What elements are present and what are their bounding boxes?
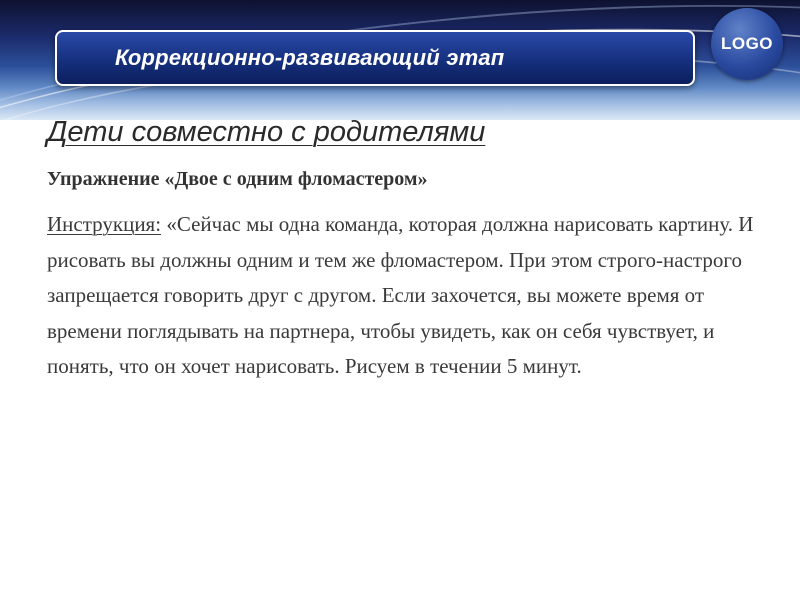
- instruction-label: Инструкция:: [47, 212, 162, 236]
- logo: [711, 8, 783, 80]
- exercise-title: Упражнение «Двое с одним фломастером»: [47, 168, 428, 190]
- logo-text: LOGO: [720, 34, 774, 53]
- instruction-text: «Сейчас мы одна команда, которая должна нарисовать картину. И рисовать вы должны одним и тем же фломастером. При этом строго-настрого запрещается говорить друг с другом. Если захочется, вы можете время от времени поглядывать на партнера, чтобы увидеть, как он себя чувствует, и понять, что он хочет нарисовать. Рисуем в течении 5 минут.: [47, 212, 754, 378]
- slide-title: Коррекционно-развивающий этап: [115, 45, 505, 70]
- title-banner: [55, 30, 695, 86]
- section-heading: Дети совместно с родителями: [47, 116, 486, 148]
- instruction-paragraph: [47, 207, 757, 385]
